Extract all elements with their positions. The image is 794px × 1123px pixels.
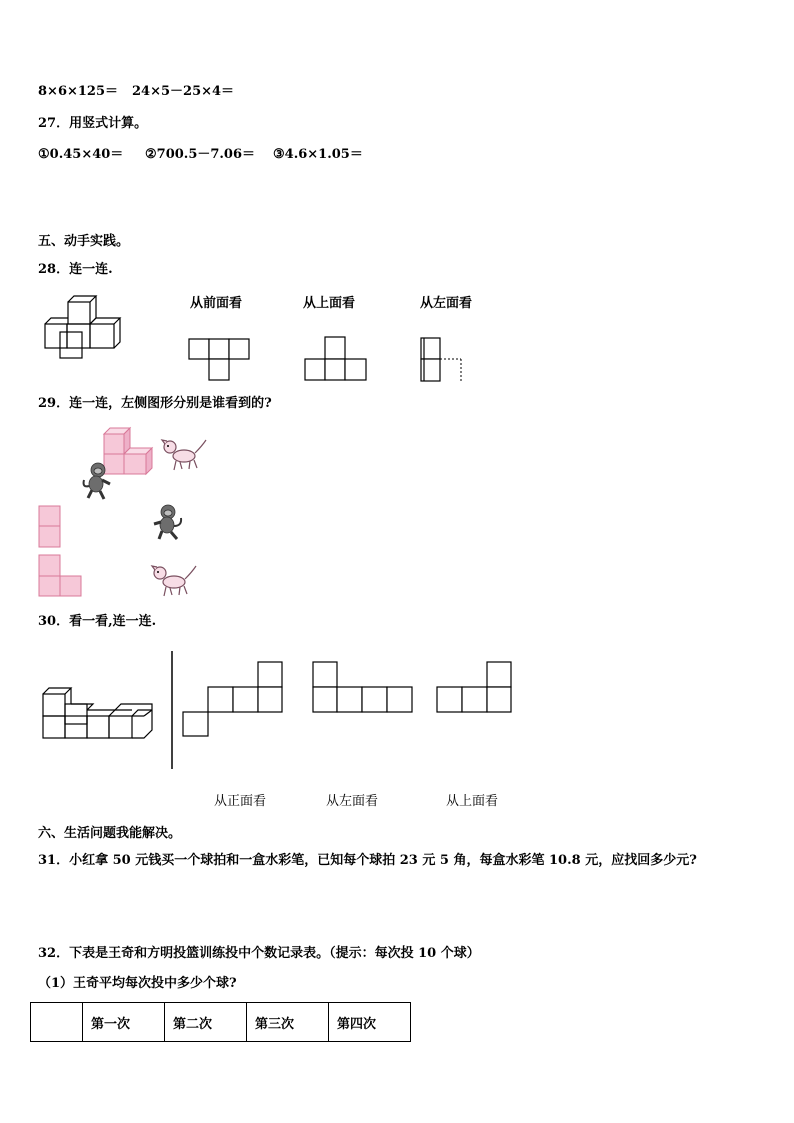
monkey-icon-middle (150, 504, 186, 542)
q31-text: 31．小红拿 50 元钱买一个球拍和一盒水彩笔，已知每个球拍 23 元 5 角，每盒水彩笔 10.8 元，应找回多少元? (38, 853, 697, 868)
section-6-title: 六、生活问题我能解决。 (38, 826, 182, 841)
dog-icon-bottom (150, 562, 198, 600)
q27-item-2: ②700.5－7.06＝ (145, 147, 256, 162)
q28-label-left: 从左面看 (420, 296, 473, 311)
table-header-blank (31, 1003, 83, 1042)
q28-label-top: 从上面看 (303, 296, 356, 311)
q30-label-top: 从上面看 (446, 794, 499, 809)
table-header-1: 第一次 (83, 1003, 165, 1042)
q27-item-3: ③4.6×1.05＝ (273, 147, 363, 162)
q28-title: 28．连一连. (38, 262, 113, 277)
q28-label-front: 从前面看 (190, 296, 243, 311)
q28-block-figure (40, 290, 130, 365)
q26-expr-2: 24×5－25×4＝ (132, 84, 235, 99)
q32-score-table (30, 1002, 411, 1042)
q30-divider (171, 651, 175, 771)
q29-title: 29．连一连，左侧图形分别是谁看到的? (38, 396, 272, 411)
q30-option-c (436, 661, 516, 715)
q29-figure-l (38, 554, 84, 598)
q32-text: 32．下表是王奇和方明投篮训练投中个数记录表。（提示：每次投 10 个球） (38, 946, 480, 961)
q28-view-left (420, 337, 466, 383)
q27-title: 27．用竖式计算。 (38, 116, 148, 131)
q30-option-a (182, 661, 286, 739)
q29-figure-vertical (38, 505, 64, 549)
q27-item-1: ①0.45×40＝ (38, 147, 124, 162)
monkey-icon-top (80, 462, 114, 502)
q30-label-left: 从左面看 (326, 794, 379, 809)
q30-option-b (312, 661, 416, 715)
q30-title: 30．看一看,连一连. (38, 614, 157, 629)
q26-expr-1: 8×6×125＝ (38, 84, 119, 99)
q28-view-top (304, 336, 368, 382)
section-5-title: 五、动手实践。 (38, 234, 130, 249)
table-header-3: 第三次 (247, 1003, 329, 1042)
table-row (31, 1003, 411, 1042)
q28-view-front (188, 338, 250, 382)
table-header-2: 第二次 (165, 1003, 247, 1042)
table-header-4: 第四次 (329, 1003, 411, 1042)
q30-block-figure (40, 684, 160, 742)
q32-sub-1: （1）王奇平均每次投中多少个球? (38, 976, 237, 991)
q30-label-front: 从正面看 (214, 794, 267, 809)
dog-icon-top (160, 436, 208, 474)
